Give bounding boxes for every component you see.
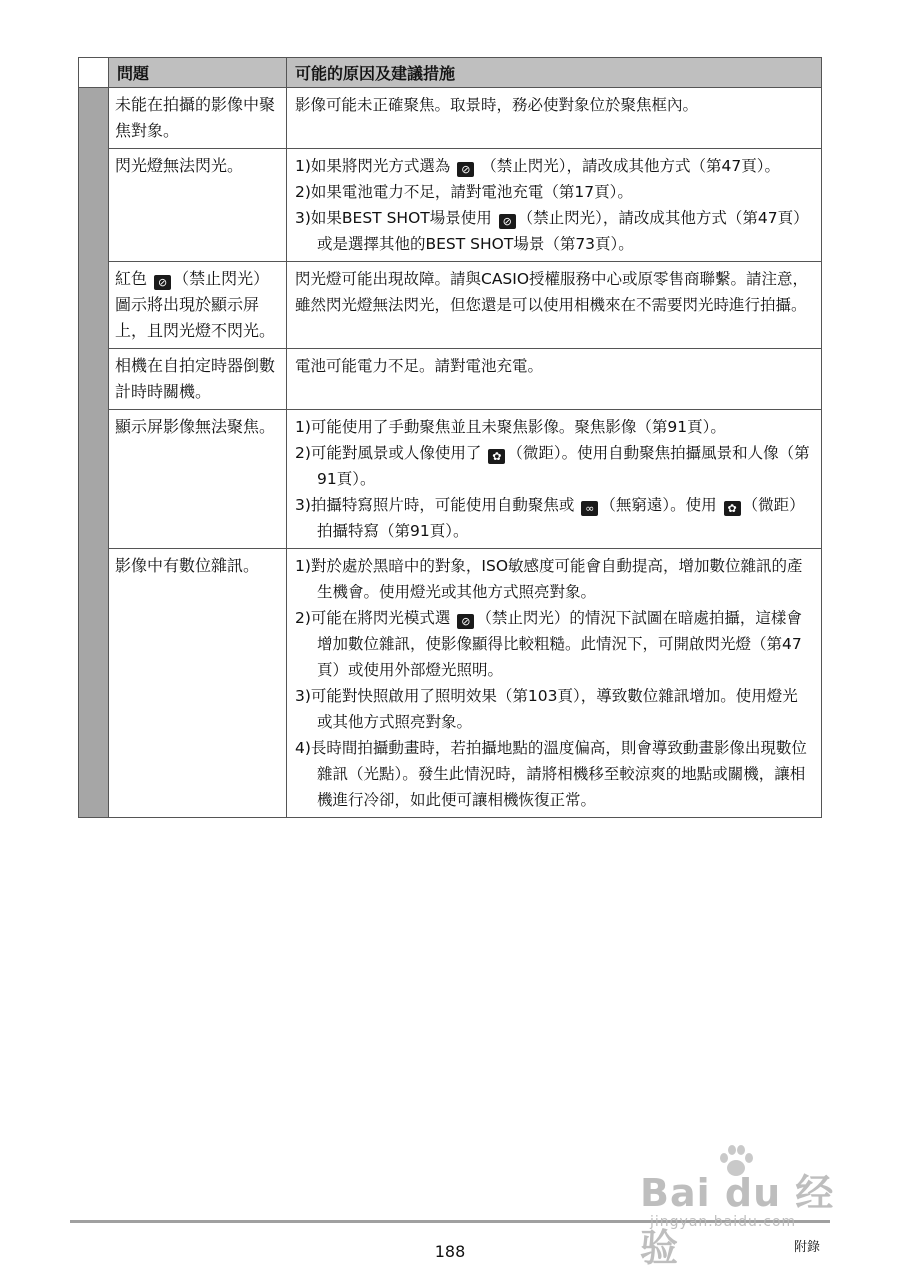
table-header-row [79, 58, 822, 88]
cause-item: 1)可能使用了手動聚焦並且未聚焦影像。聚焦影像（第91頁）。 [295, 418, 726, 436]
table-row [79, 88, 822, 149]
cause-item: 3)可能對快照啟用了照明效果（第103頁），導致數位雜訊增加。使用燈光或其他方式照亮對象。 [295, 687, 798, 731]
cause-cell [287, 88, 822, 149]
cause-item [295, 492, 813, 544]
header-spacer [79, 58, 109, 88]
cause-cell [287, 410, 822, 549]
cause-item [295, 205, 813, 257]
cause-text: 2)可能在將閃光模式選 [295, 609, 451, 627]
cause-item: 1)對於處於黑暗中的對象，ISO敏感度可能會自動提高，增加數位雜訊的產生機會。使用燈光或其他方式照亮對象。 [295, 557, 803, 601]
cause-item [295, 440, 813, 492]
cause-item [295, 153, 813, 179]
problem-cell: 閃光燈無法閃光。 [109, 149, 287, 262]
macro-icon: ✿ [724, 501, 741, 516]
header-cause: 可能的原因及建議措施 [287, 58, 822, 88]
cause-text: （禁止閃光）的情況下試圖在暗處拍攝，這樣會增加數位雜訊，使影像顯得比較粗糙。此情況下，可開啟閃光燈（第47頁）或使用外部燈光照明。 [317, 609, 802, 679]
cause-text: 影像可能未正確聚焦。取景時，務必使對象位於聚焦框內。 [295, 96, 699, 114]
cause-text: （禁止閃光），請改成其他方式（第47頁）。 [481, 157, 781, 175]
cause-text: （微距）拍攝特寫（第91頁）。 [317, 496, 805, 540]
header-problem: 問題 [109, 58, 287, 88]
cause-cell [287, 349, 822, 410]
watermark-brand: Bai du 经验 [640, 1171, 835, 1270]
cause-text: 閃光燈可能出現故障。請與CASIO授權服務中心或原零售商聯繫。請注意，雖然閃光燈無法閃光，但您還是可以使用相機來在不需要閃光時進行拍攝。 [295, 270, 809, 314]
section-sidebar-bar [79, 88, 109, 818]
flash-off-icon: ⊘ [457, 162, 474, 177]
cause-text: 2)可能對風景或人像使用了 [295, 444, 482, 462]
problem-cell: 相機在自拍定時器倒數計時時關機。 [109, 349, 287, 410]
flash-off-icon: ⊘ [154, 275, 171, 290]
table-row [79, 262, 822, 349]
cause-item: 2)如果電池電力不足，請對電池充電（第17頁）。 [295, 183, 633, 201]
cause-text: （微距）。使用自動聚焦拍攝風景和人像（第91頁）。 [317, 444, 810, 488]
cause-text: 電池可能電力不足。請對電池充電。 [295, 357, 544, 375]
problem-text: 紅色 [115, 269, 148, 288]
macro-icon: ✿ [488, 449, 505, 464]
cause-text: 3)拍攝特寫照片時，可能使用自動聚焦或 [295, 496, 575, 514]
problem-cell: 未能在拍攝的影像中聚焦對象。 [109, 88, 287, 149]
page-number: 188 [434, 1242, 466, 1261]
cause-cell [287, 549, 822, 818]
cause-text: （無窮遠）。使用 [600, 496, 717, 514]
table-row [79, 149, 822, 262]
table-row [79, 349, 822, 410]
table-row [79, 410, 822, 549]
cause-item: 4)長時間拍攝動畫時，若拍攝地點的溫度偏高，則會導致動畫影像出現數位雜訊（光點）。發生此情況時，請將相機移至較涼爽的地點或關機，讓相機進行冷卻，如此便可讓相機恢復正常。 [295, 739, 807, 809]
flash-off-icon: ⊘ [457, 614, 474, 629]
problem-cell: 顯示屏影像無法聚焦。 [109, 410, 287, 549]
cause-item [295, 605, 813, 683]
cause-text: （禁止閃光），請改成其他方式（第47頁）或是選擇其他的BEST SHOT場景（第73頁）。 [317, 209, 809, 253]
cause-cell [287, 149, 822, 262]
cause-text: 1)如果將閃光方式選為 [295, 157, 451, 175]
problem-text: （禁止閃光）圖示將出現於顯示屏上，且閃光燈不閃光。 [115, 269, 276, 340]
cause-text: 3)如果BEST SHOT場景使用 [295, 209, 492, 227]
infinity-icon: ∞ [581, 501, 598, 516]
troubleshooting-table [78, 57, 822, 818]
table-row [79, 549, 822, 818]
problem-cell [109, 262, 287, 349]
flash-off-icon: ⊘ [499, 214, 516, 229]
watermark-url: jingyan.baidu.com [650, 1214, 797, 1230]
section-label: 附錄 [794, 1240, 821, 1255]
problem-cell: 影像中有數位雜訊。 [109, 549, 287, 818]
cause-cell [287, 262, 822, 349]
